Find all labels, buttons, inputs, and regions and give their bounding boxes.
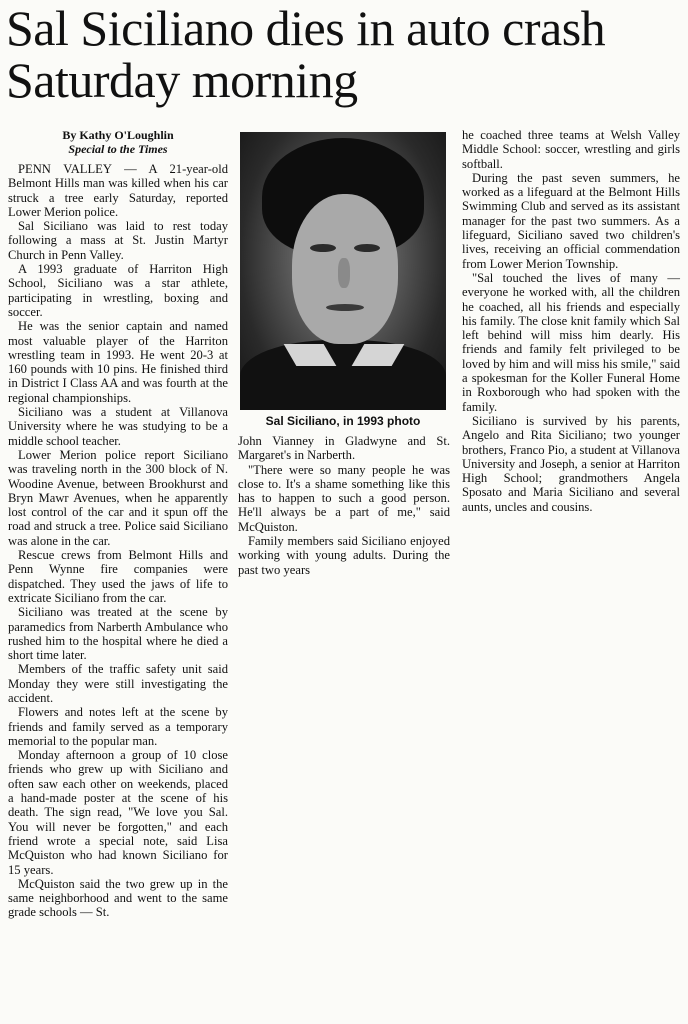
article-column-3 — [462, 128, 680, 514]
paragraph: Rescue crews from Belmont Hills and Penn Wynne fire companies were dispatched. They used the jaws of life to extricate Siciliano from the car. — [8, 548, 228, 605]
paragraph: Lower Merion police report Siciliano was traveling north in the 300 block of N. Woodine Avenue, between Brookhurst and Bryn Mawr Avenues, when he apparently lost control of the car and it spun off the road and struck a tree. Police said Siciliano was alone in the car. — [8, 447, 228, 548]
paragraph: he coached three teams at Welsh Valley Middle School: soccer, wrestling and girls softball. — [462, 128, 680, 171]
paragraph: McQuiston said the two grew up in the same neighborhood and went to the same grade schools — St. — [8, 876, 228, 920]
paragraph: Members of the traffic safety unit said Monday they were still investigating the accident. — [8, 662, 228, 705]
paragraph: Siciliano was a student at Villanova University where he was studying to be a middle school teacher. — [8, 405, 228, 448]
paragraph: Siciliano was treated at the scene by paramedics from Narberth Ambulance who rushed him to the hospital where he died a short time later. — [8, 605, 228, 663]
article-column-2 — [238, 434, 450, 577]
paragraph: During the past seven summers, he worked as a lifeguard at the Belmont Hills Swimming Club and served as its assistant manager for the past two summers. As a lifeguard, Siciliano saved two children's lives, receiving an official commendation from Lower Merion Township. — [462, 170, 680, 271]
headline: Sal Siciliano dies in auto crash Saturday morning — [6, 0, 606, 108]
paragraph: Sal Siciliano was laid to rest today following a mass at St. Justin Martyr Church in Penn Valley. — [8, 219, 228, 262]
paragraph: Family members said Siciliano enjoyed working with young adults. During the past two years — [238, 534, 450, 577]
byline-author: By Kathy O'Loughlin — [62, 128, 174, 142]
byline — [8, 128, 228, 156]
byline-credit: Special to the Times — [68, 142, 168, 156]
paragraph: "There were so many people he was close to. It's a shame something like this has to happen to such a good person. He'll always be a part of me," said McQuiston. — [238, 462, 450, 534]
paragraph: Monday afternoon a group of 10 close friends who grew up with Siciliano and often saw each other on weekends, placed a hand-made poster at the scene of his death. The sign read, "We love you Sal. You will never be forgotten," and each friend wrote a special note, said Lisa McQuiston who had known Siciliano for 15 years. — [8, 748, 228, 877]
paragraph: A 1993 graduate of Harriton High School, Siciliano was a star athlete, participating in wrestling, boxing and soccer. — [8, 262, 228, 319]
photo-caption: Sal Siciliano, in 1993 photo — [265, 414, 421, 428]
paragraph: "Sal touched the lives of many — everyone he worked with, all the children he coached, all his friends and especially his family. The close knit family which Sal left behind will miss him dearly. His friends and family felt privileged to be loved by him and will miss his smile," said a spokesman for the Koller Funeral Home in Roxborough who had spoken with the family. — [462, 270, 680, 414]
article-column-1 — [8, 128, 228, 920]
paragraph: Siciliano is survived by his parents, Angelo and Rita Siciliano; two younger brothers, Franco Pio, a student at Villanova University and Joseph, a senior at Harriton High School; grandmothers Angela Sposato and Maria Siciliano and several aunts, uncles and cousins. — [462, 413, 680, 514]
paragraph: John Vianney in Gladwyne and St. Margaret's in Narberth. — [238, 434, 450, 463]
paragraph: Flowers and notes left at the scene by friends and family served as a temporary memorial to the popular man. — [8, 705, 228, 748]
portrait-photo — [240, 132, 446, 410]
paragraph: PENN VALLEY — A 21-year-old Belmont Hills man was killed when his car struck a tree early Saturday, reported Lower Merion police. — [8, 162, 228, 219]
paragraph: He was the senior captain and named most valuable player of the Harriton wrestling team in 1993. He went 20-3 at 160 pounds with 10 pins. He finished third in District I Class AA and was fourth at the regional championships. — [8, 319, 228, 405]
